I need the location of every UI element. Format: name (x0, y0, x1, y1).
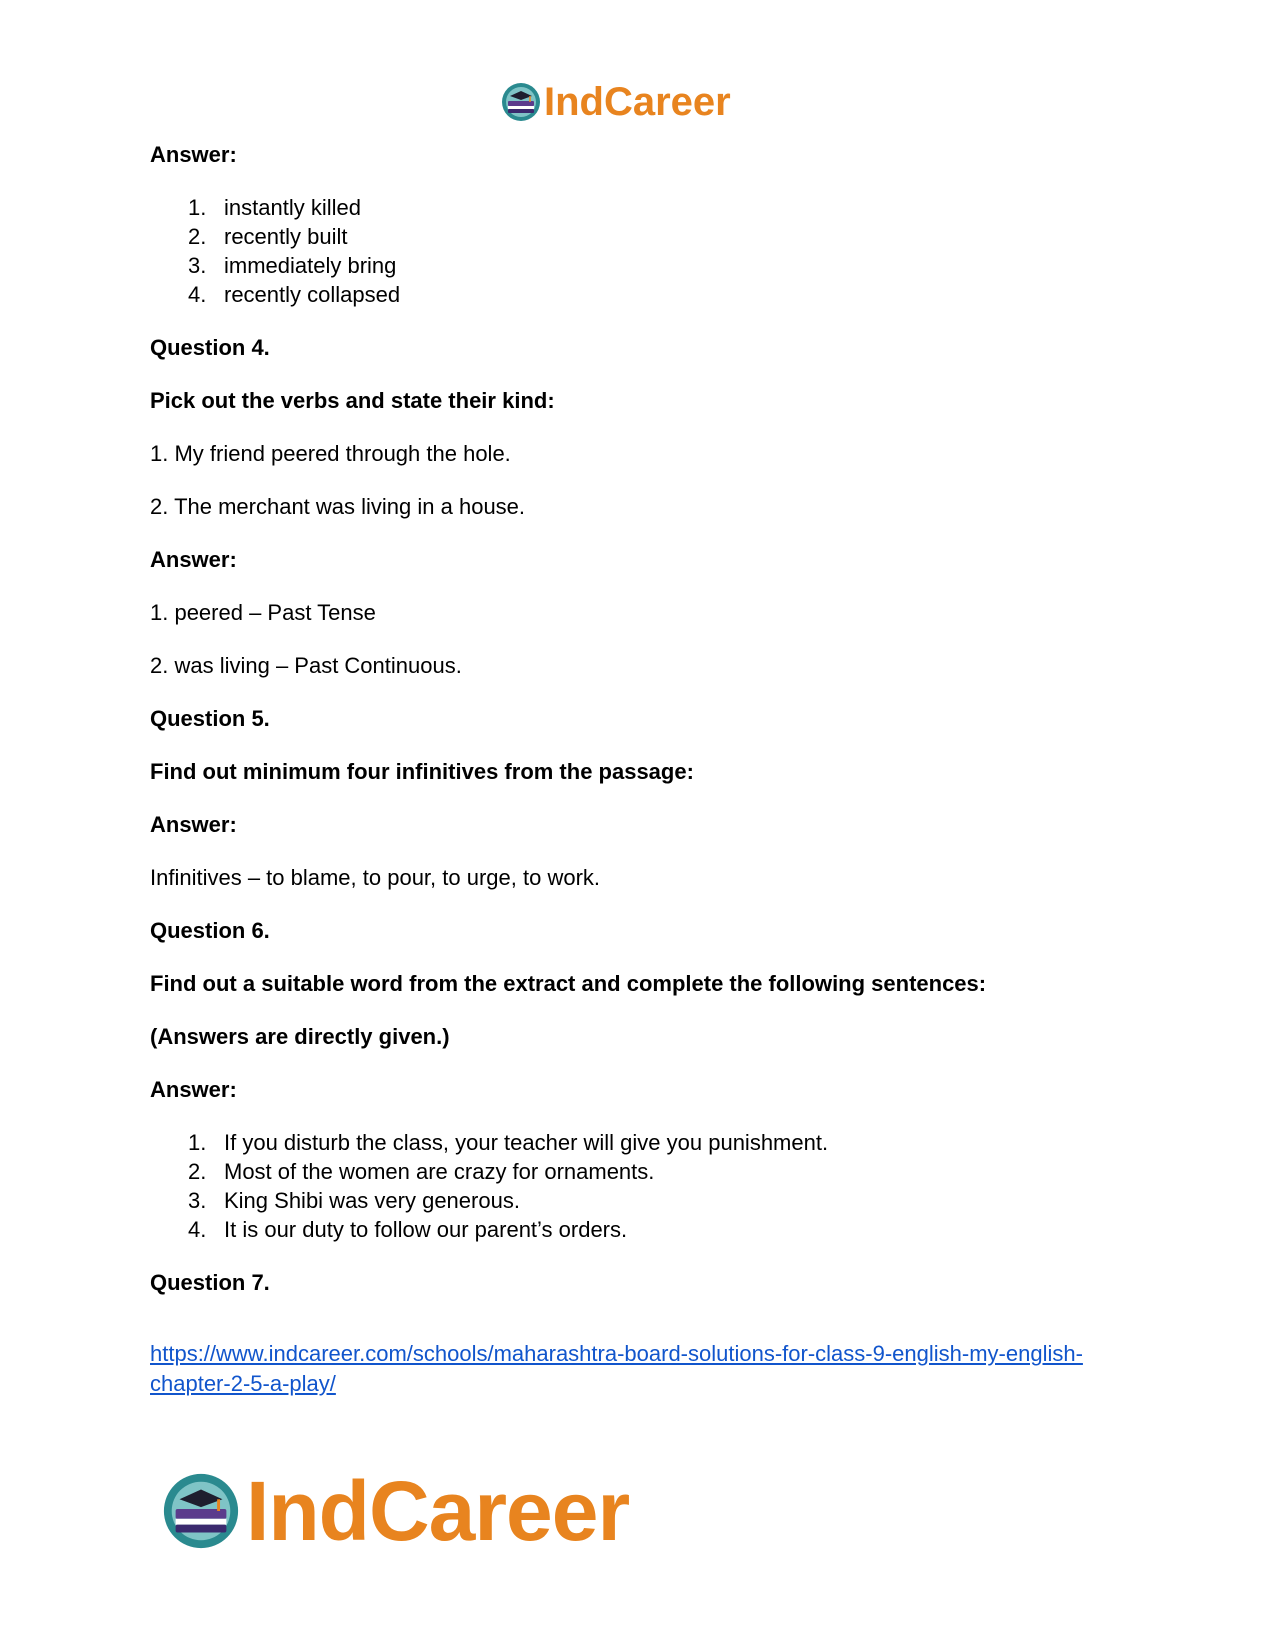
question-line: 2. The merchant was living in a house. (150, 494, 526, 519)
answer-label: Answer: (150, 142, 237, 167)
list-number: 3. (188, 253, 207, 278)
list-item: immediately bring (224, 253, 397, 278)
list-item: King Shibi was very generous. (224, 1188, 520, 1213)
list-number: 2. (188, 1159, 207, 1184)
question-title: Question 7. (150, 1270, 270, 1295)
question-line: 1. My friend peered through the hole. (150, 441, 511, 466)
list-item: Most of the women are crazy for ornaments. (224, 1159, 655, 1184)
list-item: recently collapsed (224, 282, 401, 307)
list-number: 4. (188, 1217, 207, 1242)
question-prompt: Find out minimum four infinitives from the passage: (150, 759, 694, 784)
list-number: 2. (188, 224, 207, 249)
list-item: If you disturb the class, your teacher will give you punishment. (224, 1130, 829, 1155)
answer-line: 2. was living – Past Continuous. (150, 653, 462, 678)
answer-line: Infinitives – to blame, to pour, to urge, to work. (150, 865, 601, 890)
answer-label: Answer: (150, 812, 237, 837)
list-item: It is our duty to follow our parent’s orders. (224, 1217, 628, 1242)
list-item: instantly killed (224, 195, 361, 220)
list-item: recently built (224, 224, 348, 249)
logo-wordmark: IndCareer (544, 80, 731, 124)
answer-label: Answer: (150, 547, 237, 572)
header-logo (500, 78, 731, 126)
question-title: Question 4. (150, 335, 270, 360)
answer-line: 1. peered – Past Tense (150, 600, 376, 625)
question-prompt: Pick out the verbs and state their kind: (150, 388, 555, 413)
list-number: 3. (188, 1188, 207, 1213)
footer-logo (160, 1464, 630, 1558)
list-number: 1. (188, 1130, 207, 1155)
source-link[interactable]: https://www.indcareer.com/schools/maharashtra-board-solutions-for-class-9-english-my-english-chapter-2-5-a-play/ (150, 1341, 1083, 1396)
list-number: 1. (188, 195, 207, 220)
answer-label: Answer: (150, 1077, 237, 1102)
question-title: Question 6. (150, 918, 270, 943)
question-note: (Answers are directly given.) (150, 1024, 450, 1049)
question-title: Question 5. (150, 706, 270, 731)
logo-wordmark: IndCareer (246, 1464, 630, 1558)
list-number: 4. (188, 282, 207, 307)
question-prompt: Find out a suitable word from the extract and complete the following sentences: (150, 971, 987, 996)
indcareer-emblem-icon (500, 81, 542, 123)
indcareer-emblem-icon (160, 1470, 242, 1552)
